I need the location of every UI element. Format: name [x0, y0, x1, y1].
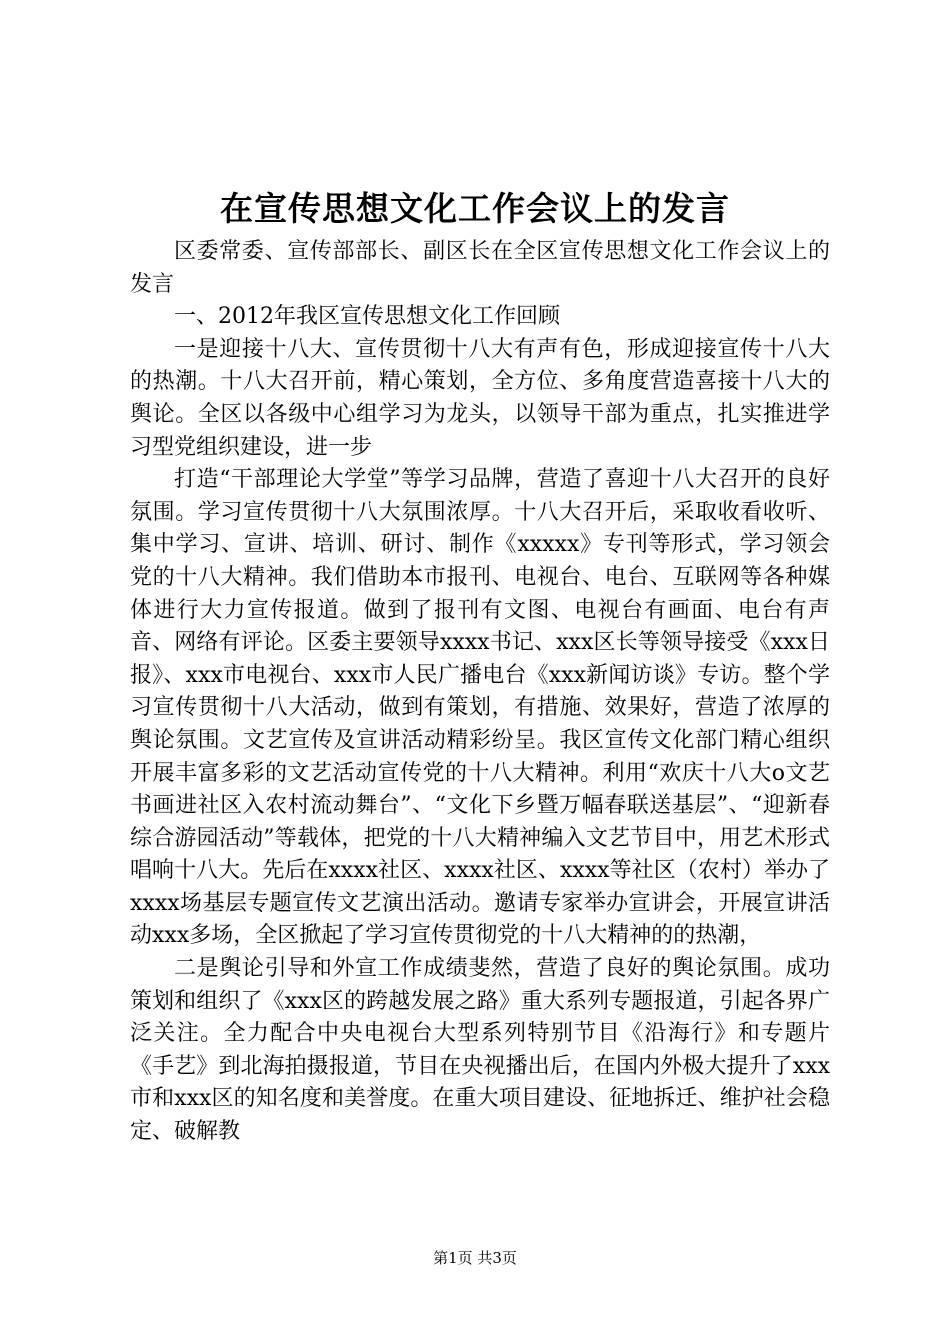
paragraph-section-heading: 一、2012年我区宣传思想文化工作回顾	[174, 304, 560, 330]
paragraph-point-two: 二是舆论引导和外宣工作成绩斐然，营造了良好的舆论氛围。成功策划和组织了《xxx区的跨越发展之路》重大系列专题报道，引起各界广泛关注。全力配合中央电视台大型系列特别节目《沿海行》和专题片《手艺》到北海拍摄报道，节目在央视播出后，在国内外极大提升了xxx市和xxx区的知名度和美誉度。在重大项目建设、征地拆迁、维护社会稳定、破解教	[130, 956, 830, 1145]
page-number-footer: 第1页 共3页	[433, 1249, 517, 1267]
document-title: 在宣传思想文化工作会议上的发言	[220, 189, 730, 228]
paragraph-point-one: 一是迎接十八大、宣传贯彻十八大有声有色，形成迎接宣传十八大的热潮。十八大召开前，精心策划，全方位、多角度营造喜接十八大的舆论。全区以各级中心组学习为龙头，以领导干部为重点，扎实推进学习型党组织建设，进一步	[130, 336, 830, 460]
paragraph-intro: 区委常委、宣传部部长、副区长在全区宣传思想文化工作会议上的发言	[130, 239, 830, 297]
document-body	[130, 236, 830, 1149]
paragraph-point-one-continued: 打造“干部理论大学堂”等学习品牌，营造了喜迎十八大召开的良好氛围。学习宣传贯彻十八大氛围浓厚。十八大召开后，采取收看收听、集中学习、宣讲、培训、研讨、制作《xxxxx》专刊等形式，学习领会党的十八大精神。我们借助本市报刊、电视台、电台、互联网等各种媒体进行大力宣传报道。做到了报刊有文图、电视台有画面、电台有声音、网络有评论。区委主要领导xxxx书记、xxx区长等领导接受《xxx日报》、xxx市电视台、xxx市人民广播电台《xxx新闻访谈》专访。整个学习宣传贯彻十八大活动，做到有策划，有措施、效果好，营造了浓厚的舆论氛围。文艺宣传及宣讲活动精彩纷呈。我区宣传文化部门精心组织开展丰富多彩的文艺活动宣传党的十八大精神。利用“欢庆十八大o文艺书画进社区入农村流动舞台”、“文化下乡暨万幅春联送基层”、“迎新春综合游园活动”等载体，把党的十八大精神编入文艺节目中，用艺术形式唱响十八大。先后在xxxx社区、xxxx社区、xxxx等社区（农村）举办了xxxx场基层专题宣传文艺演出活动。邀请专家举办宣讲会，开展宣讲活动xxx多场，全区掀起了学习宣传贯彻党的十八大精神的的热潮，	[130, 467, 830, 949]
